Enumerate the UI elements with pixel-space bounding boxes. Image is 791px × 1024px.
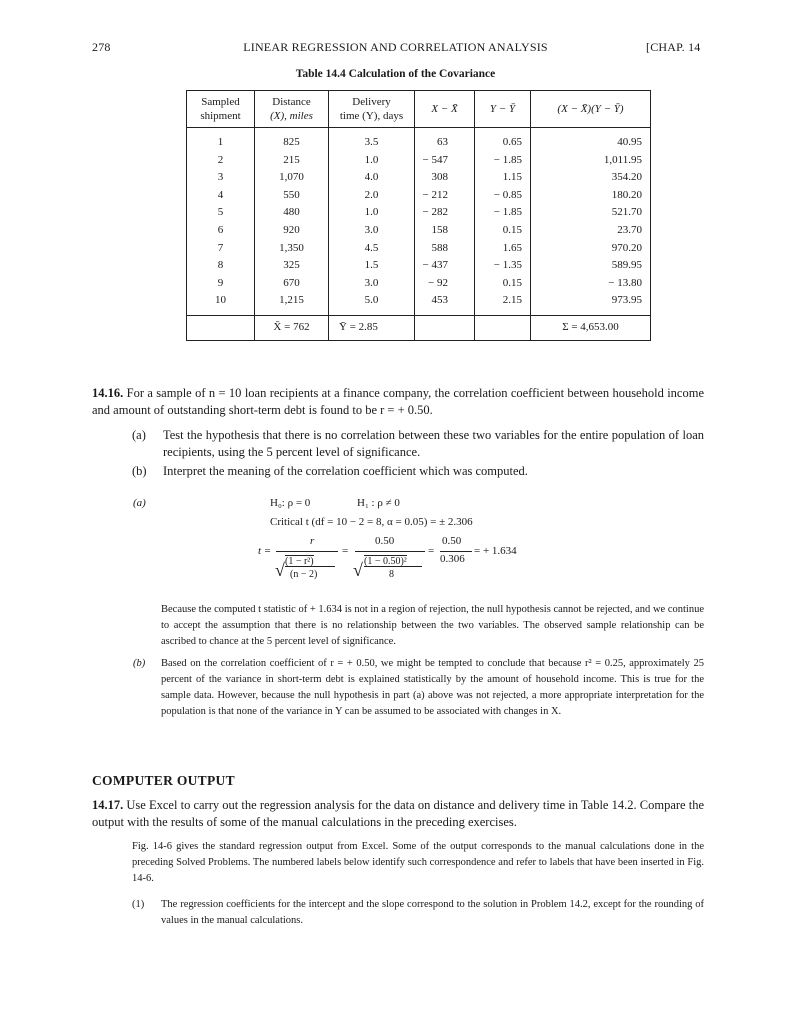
table-cell: 521.70 <box>531 204 651 222</box>
table-cell: − 1.35 <box>475 257 531 275</box>
sqrt-icon: √ <box>353 560 363 580</box>
table-cell: 0.65 <box>475 128 531 152</box>
table-cell: 1.0 <box>329 152 415 170</box>
table-cell: 23.70 <box>531 222 651 240</box>
table-cell: 1.65 <box>475 240 531 258</box>
solution-a-text: Because the computed t statistic of + 1.634 is not in a region of rejection, the null hypothesis cannot be rejected, and we continue to accept the assumption that there is no relationship between the two variables. The observed sample relationship can be ascribed to chance at the 5 percent level of significance. <box>161 604 704 647</box>
table-row <box>187 169 651 187</box>
table-cell: 6 <box>187 222 255 240</box>
table-cell: 550 <box>255 187 329 205</box>
table-cell: 0.15 <box>475 222 531 240</box>
critical-t: Critical t (df = 10 − 2 = 8, α = 0.05) = ± 2.306 <box>270 516 473 528</box>
table-cell: 308 <box>415 169 475 187</box>
t-denominator-value: (1 − 0.50)² <box>364 556 407 567</box>
item-1-label: (1) <box>132 899 145 910</box>
table-cell: 5.0 <box>329 292 415 315</box>
table-cell: 8 <box>187 257 255 275</box>
table-row <box>187 152 651 170</box>
t-numerator-050b: 0.50 <box>442 535 462 547</box>
table-cell: 2.15 <box>475 292 531 315</box>
table-cell: 158 <box>415 222 475 240</box>
table-cell: 2 <box>187 152 255 170</box>
part-b-question: Interpret the meaning of the correlation coefficient which was computed. <box>163 464 528 478</box>
covariance-table <box>186 90 651 341</box>
t-numerator-r: r <box>310 535 315 547</box>
section-heading: COMPUTER OUTPUT <box>92 773 235 788</box>
t-denominator-df: 8 <box>389 569 394 580</box>
table-cell: 40.95 <box>531 128 651 152</box>
table-cell: 3.5 <box>329 128 415 152</box>
table-cell: 215 <box>255 152 329 170</box>
table-cell: 1.0 <box>329 204 415 222</box>
header-x-dev: X − X̄ <box>415 91 475 128</box>
alt-hypothesis: H₁ : ρ ≠ 0 <box>357 497 400 509</box>
table-row <box>187 204 651 222</box>
table-cell: 1,215 <box>255 292 329 315</box>
table-row <box>187 257 651 275</box>
fraction-line <box>440 551 472 552</box>
problem-14-17: 14.17. Use Excel to carry out the regression analysis for the data on distance and delivery time in Table 14.2. Compare the output with the results of some of the manual calculations in the preceding exercises. <box>92 798 705 829</box>
table-header-row <box>187 91 651 128</box>
table-cell: 9 <box>187 275 255 293</box>
table-caption: Table 14.4 Calculation of the Covariance <box>295 68 496 80</box>
table-cell: 588 <box>415 240 475 258</box>
table-cell: 7 <box>187 240 255 258</box>
table-row <box>187 240 651 258</box>
table-cell: 920 <box>255 222 329 240</box>
table-row <box>187 187 651 205</box>
table-cell: − 92 <box>415 275 475 293</box>
table-cell: 0.15 <box>475 275 531 293</box>
table-cell: − 1.85 <box>475 204 531 222</box>
total-cell <box>415 315 475 340</box>
table-cell: − 437 <box>415 257 475 275</box>
table-cell: 3 <box>187 169 255 187</box>
table-cell: 480 <box>255 204 329 222</box>
total-cell: X̄ = 762 <box>255 315 329 340</box>
header-y-dev: Y − Ȳ <box>475 91 531 128</box>
table-cell: 10 <box>187 292 255 315</box>
header-delivery: Delivery time (Y), days <box>329 91 415 128</box>
table-cell: − 212 <box>415 187 475 205</box>
t-denominator-bottom: (n − 2) <box>290 569 318 580</box>
table-cell: 3.0 <box>329 222 415 240</box>
table-cell: 3.0 <box>329 275 415 293</box>
running-title: LINEAR REGRESSION AND CORRELATION ANALYSIS <box>243 40 548 54</box>
table-row <box>187 292 651 315</box>
t-lhs: t = <box>258 545 272 557</box>
table-cell: 670 <box>255 275 329 293</box>
table-cell: 325 <box>255 257 329 275</box>
header-distance: Distance (X), miles <box>255 91 329 128</box>
table-row <box>187 275 651 293</box>
solution-a-label: (a) <box>133 497 146 509</box>
table-cell: 1,011.95 <box>531 152 651 170</box>
table-cell: 970.20 <box>531 240 651 258</box>
part-a-question: Test the hypothesis that there is no correlation between these two variables for the entire population of loan recipients, using the 5 percent level of significance. <box>163 428 704 459</box>
table-cell: 973.95 <box>531 292 651 315</box>
table-cell: 825 <box>255 128 329 152</box>
equals-1: = <box>342 545 349 557</box>
table-cell: 453 <box>415 292 475 315</box>
null-hypothesis: H₀: ρ = 0 <box>270 497 311 509</box>
table-cell: 589.95 <box>531 257 651 275</box>
equals-2: = <box>428 545 435 557</box>
fraction-line <box>285 566 335 567</box>
fraction-line <box>364 566 422 567</box>
table-cell: 1 <box>187 128 255 152</box>
problem-14-16: 14.16. For a sample of n = 10 loan recipients at a finance company, the correlation coefficient between household income and amount of outstanding short-term debt is found to be r = + 0.50. <box>92 386 704 417</box>
solution-14-17-intro: Fig. 14-6 gives the standard regression output from Excel. Some of the output corresponds to the manual calculations done in the preceding Solved Problems. The numbered labels below identify such correspondence and refer to labels that have been inserted in Fig. 14-6. <box>132 841 704 884</box>
table-cell: 63 <box>415 128 475 152</box>
total-cell: Ȳ = 2.85 <box>329 315 415 340</box>
table-cell: 5 <box>187 204 255 222</box>
page-number: 278 <box>92 40 111 54</box>
table-row <box>187 222 651 240</box>
table-cell: − 282 <box>415 204 475 222</box>
sqrt-icon: √ <box>275 560 285 580</box>
table-cell: − 0.85 <box>475 187 531 205</box>
table-cell: 354.20 <box>531 169 651 187</box>
chapter-label: [CHAP. 14 <box>646 40 701 54</box>
fraction-line <box>276 551 338 552</box>
table-cell: 1,350 <box>255 240 329 258</box>
t-numerator-050: 0.50 <box>375 535 395 547</box>
table-cell: 180.20 <box>531 187 651 205</box>
header-product: (X − X̄)(Y − Ȳ) <box>531 91 651 128</box>
t-denominator-top: (1 − r²) <box>285 556 314 567</box>
table-cell: − 547 <box>415 152 475 170</box>
part-a-label: (a) <box>132 428 146 442</box>
part-b-label: (b) <box>132 464 147 478</box>
table-cell: − 13.80 <box>531 275 651 293</box>
header-shipment: Sampled shipment <box>187 91 255 128</box>
t-denominator-0306: 0.306 <box>440 553 465 565</box>
t-result: = + 1.634 <box>474 545 517 557</box>
solution-b-text: Based on the correlation coefficient of r = + 0.50, we might be tempted to conclude that because r² = 0.25, approximately 25 percent of the variance in short-term debt is explained statistically by the amount of household income. This is true for the sample data. However, because the null hypothesis in part (a) above was not rejected, a more appropriate interpretation for the population is that none of the variance in Y can be assumed to be associated with changes in X. <box>161 658 704 717</box>
total-cell <box>475 315 531 340</box>
solution-b-label: (b) <box>133 658 146 669</box>
table-cell: − 1.85 <box>475 152 531 170</box>
fraction-line <box>355 551 425 552</box>
table-row <box>187 128 651 152</box>
table-cell: 4.0 <box>329 169 415 187</box>
table-cell: 2.0 <box>329 187 415 205</box>
table-totals-row <box>187 315 651 340</box>
table-cell: 1,070 <box>255 169 329 187</box>
item-1-text: The regression coefficients for the intercept and the slope correspond to the solution in Problem 14.2, except for the rounding of values in the manual calculations. <box>161 899 704 926</box>
table-cell: 1.15 <box>475 169 531 187</box>
table-cell: 4.5 <box>329 240 415 258</box>
table-cell: 1.5 <box>329 257 415 275</box>
total-cell: Σ = 4,653.00 <box>531 315 651 340</box>
table-cell: 4 <box>187 187 255 205</box>
total-cell <box>187 315 255 340</box>
